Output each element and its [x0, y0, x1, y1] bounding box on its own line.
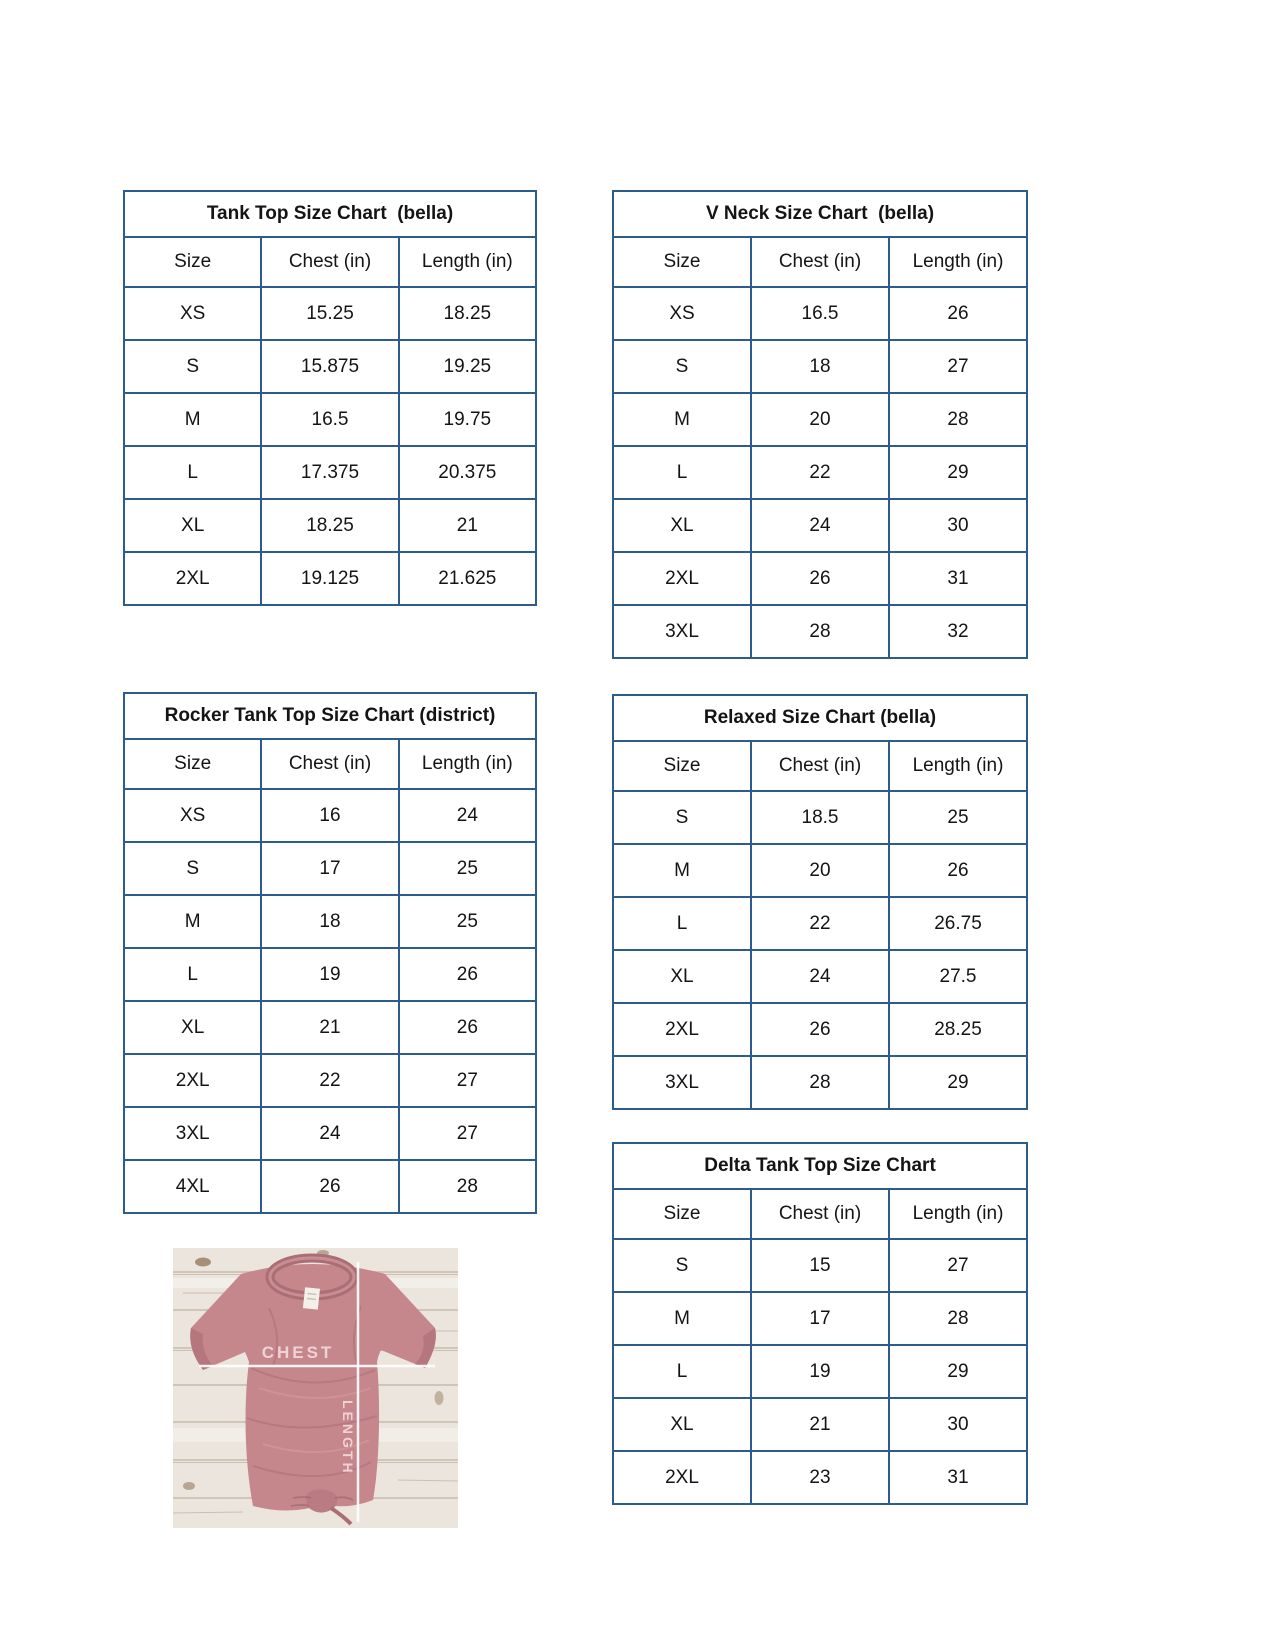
size-cell: S	[613, 1239, 751, 1292]
length-cell: 25	[399, 842, 536, 895]
table-row	[613, 393, 1027, 446]
tshirt-measurement-photo	[173, 1248, 458, 1528]
length-cell: 21.625	[399, 552, 536, 605]
size-cell: XL	[613, 950, 751, 1003]
chest-cell: 19	[751, 1345, 889, 1398]
size-cell: L	[613, 897, 751, 950]
chest-cell: 18	[751, 340, 889, 393]
length-cell: 27	[889, 1239, 1027, 1292]
chest-cell: 18.5	[751, 791, 889, 844]
table-row	[613, 446, 1027, 499]
table-title-row	[613, 1143, 1027, 1189]
table-row	[613, 287, 1027, 340]
chest-cell: 23	[751, 1451, 889, 1504]
table-title: Rocker Tank Top Size Chart (district)	[124, 693, 536, 739]
length-measure-label: LENGTH	[340, 1400, 356, 1476]
length-cell: 27	[889, 340, 1027, 393]
table-header-row	[613, 1189, 1027, 1239]
table-title-row	[613, 191, 1027, 237]
chest-cell: 28	[751, 1056, 889, 1109]
table-row	[124, 287, 536, 340]
length-cell: 29	[889, 1056, 1027, 1109]
table-title-row	[613, 695, 1027, 741]
column-header-length-cell: Length (in)	[889, 741, 1027, 791]
table-row	[613, 844, 1027, 897]
size-cell: S	[124, 842, 261, 895]
size-cell: XL	[613, 499, 751, 552]
size-cell: L	[613, 1345, 751, 1398]
table-row	[124, 446, 536, 499]
chest-cell: 22	[751, 897, 889, 950]
length-cell: 32	[889, 605, 1027, 658]
length-cell: 28	[399, 1160, 536, 1213]
size-cell: 3XL	[613, 605, 751, 658]
length-cell: 28	[889, 1292, 1027, 1345]
length-cell: 27	[399, 1107, 536, 1160]
column-header-chest-cell: Chest (in)	[261, 237, 398, 287]
column-header-chest-cell: Chest (in)	[751, 741, 889, 791]
size-cell: M	[613, 393, 751, 446]
size-cell: XL	[613, 1398, 751, 1451]
table-row	[613, 1003, 1027, 1056]
size-cell: XL	[124, 1001, 261, 1054]
length-cell: 24	[399, 789, 536, 842]
size-cell: S	[613, 340, 751, 393]
table-row	[613, 1239, 1027, 1292]
table-row	[613, 950, 1027, 1003]
length-cell: 19.25	[399, 340, 536, 393]
chest-cell: 22	[751, 446, 889, 499]
size-chart-table-rocker-tank-top	[123, 692, 537, 1214]
length-cell: 20.375	[399, 446, 536, 499]
chest-cell: 18.25	[261, 499, 398, 552]
length-cell: 25	[889, 791, 1027, 844]
table-row	[124, 895, 536, 948]
table-row	[613, 552, 1027, 605]
chest-cell: 22	[261, 1054, 398, 1107]
length-cell: 27.5	[889, 950, 1027, 1003]
table-row	[124, 948, 536, 1001]
chest-cell: 28	[751, 605, 889, 658]
length-cell: 26.75	[889, 897, 1027, 950]
size-cell: 4XL	[124, 1160, 261, 1213]
table-title: V Neck Size Chart (bella)	[613, 191, 1027, 237]
table-header-row	[613, 237, 1027, 287]
size-cell: XS	[124, 789, 261, 842]
length-cell: 19.75	[399, 393, 536, 446]
size-chart-table-delta-tank-top	[612, 1142, 1028, 1505]
length-cell: 30	[889, 1398, 1027, 1451]
table-row	[613, 499, 1027, 552]
table-row	[124, 789, 536, 842]
size-cell: L	[124, 446, 261, 499]
column-header-length-cell: Length (in)	[889, 237, 1027, 287]
column-header-size-cell: Size	[613, 741, 751, 791]
table-title-row	[124, 693, 536, 739]
chest-cell: 17.375	[261, 446, 398, 499]
size-cell: 2XL	[124, 1054, 261, 1107]
chest-cell: 24	[261, 1107, 398, 1160]
tshirt-measurement-illustration	[173, 1248, 458, 1528]
table-row	[613, 1292, 1027, 1345]
chest-cell: 20	[751, 844, 889, 897]
length-cell: 26	[889, 287, 1027, 340]
chest-cell: 16.5	[751, 287, 889, 340]
table-row	[124, 393, 536, 446]
chest-cell: 26	[261, 1160, 398, 1213]
chest-cell: 19	[261, 948, 398, 1001]
size-cell: XL	[124, 499, 261, 552]
table-row	[124, 1107, 536, 1160]
table-header-row	[124, 739, 536, 789]
table-title: Tank Top Size Chart (bella)	[124, 191, 536, 237]
size-cell: S	[613, 791, 751, 844]
length-cell: 26	[399, 948, 536, 1001]
size-cell: L	[613, 446, 751, 499]
length-cell: 26	[889, 844, 1027, 897]
table-row	[613, 1345, 1027, 1398]
column-header-chest-cell: Chest (in)	[751, 237, 889, 287]
length-cell: 29	[889, 446, 1027, 499]
size-cell: M	[124, 393, 261, 446]
chest-cell: 26	[751, 552, 889, 605]
chest-cell: 24	[751, 950, 889, 1003]
table-row	[613, 791, 1027, 844]
table-row	[613, 1451, 1027, 1504]
table-row	[613, 1056, 1027, 1109]
table-row	[124, 1054, 536, 1107]
size-cell: 2XL	[124, 552, 261, 605]
length-cell: 29	[889, 1345, 1027, 1398]
chest-cell: 17	[751, 1292, 889, 1345]
size-cell: 2XL	[613, 1451, 751, 1504]
length-cell: 21	[399, 499, 536, 552]
chest-cell: 21	[751, 1398, 889, 1451]
column-header-chest-cell: Chest (in)	[751, 1189, 889, 1239]
chest-measure-label: CHEST	[261, 1343, 335, 1362]
table-row	[613, 340, 1027, 393]
table-row	[613, 897, 1027, 950]
length-cell: 31	[889, 552, 1027, 605]
table-header-row	[124, 237, 536, 287]
column-header-length-cell: Length (in)	[399, 739, 536, 789]
table-row	[613, 605, 1027, 658]
length-cell: 28.25	[889, 1003, 1027, 1056]
column-header-chest-cell: Chest (in)	[261, 739, 398, 789]
chest-cell: 16	[261, 789, 398, 842]
size-chart-table-tank-top	[123, 190, 537, 606]
chest-cell: 24	[751, 499, 889, 552]
chest-cell: 18	[261, 895, 398, 948]
table-header-row	[613, 741, 1027, 791]
chest-cell: 21	[261, 1001, 398, 1054]
size-chart-table-relaxed	[612, 694, 1028, 1110]
size-cell: M	[613, 844, 751, 897]
chest-cell: 16.5	[261, 393, 398, 446]
table-title: Delta Tank Top Size Chart	[613, 1143, 1027, 1189]
length-cell: 28	[889, 393, 1027, 446]
table-row	[124, 1001, 536, 1054]
column-header-size-cell: Size	[124, 237, 261, 287]
column-header-length-cell: Length (in)	[889, 1189, 1027, 1239]
table-row	[124, 1160, 536, 1213]
table-row	[124, 499, 536, 552]
length-cell: 25	[399, 895, 536, 948]
size-cell: 2XL	[613, 1003, 751, 1056]
column-header-length-cell: Length (in)	[399, 237, 536, 287]
table-row	[124, 340, 536, 393]
size-cell: S	[124, 340, 261, 393]
size-cell: XS	[613, 287, 751, 340]
table-title: Relaxed Size Chart (bella)	[613, 695, 1027, 741]
size-cell: M	[124, 895, 261, 948]
size-cell: 3XL	[613, 1056, 751, 1109]
length-cell: 31	[889, 1451, 1027, 1504]
size-cell: 2XL	[613, 552, 751, 605]
length-cell: 18.25	[399, 287, 536, 340]
column-header-size-cell: Size	[613, 237, 751, 287]
table-row	[124, 552, 536, 605]
size-cell: L	[124, 948, 261, 1001]
table-row	[613, 1398, 1027, 1451]
chest-cell: 15	[751, 1239, 889, 1292]
chest-cell: 15.875	[261, 340, 398, 393]
size-chart-table-v-neck	[612, 190, 1028, 659]
length-cell: 27	[399, 1054, 536, 1107]
table-row	[124, 842, 536, 895]
column-header-size-cell: Size	[613, 1189, 751, 1239]
length-cell: 26	[399, 1001, 536, 1054]
size-cell: M	[613, 1292, 751, 1345]
table-title-row	[124, 191, 536, 237]
chest-cell: 26	[751, 1003, 889, 1056]
size-cell: XS	[124, 287, 261, 340]
length-cell: 30	[889, 499, 1027, 552]
chest-cell: 15.25	[261, 287, 398, 340]
chest-cell: 20	[751, 393, 889, 446]
size-cell: 3XL	[124, 1107, 261, 1160]
neck-tag	[303, 1287, 320, 1309]
column-header-size-cell: Size	[124, 739, 261, 789]
chest-cell: 19.125	[261, 552, 398, 605]
chest-cell: 17	[261, 842, 398, 895]
